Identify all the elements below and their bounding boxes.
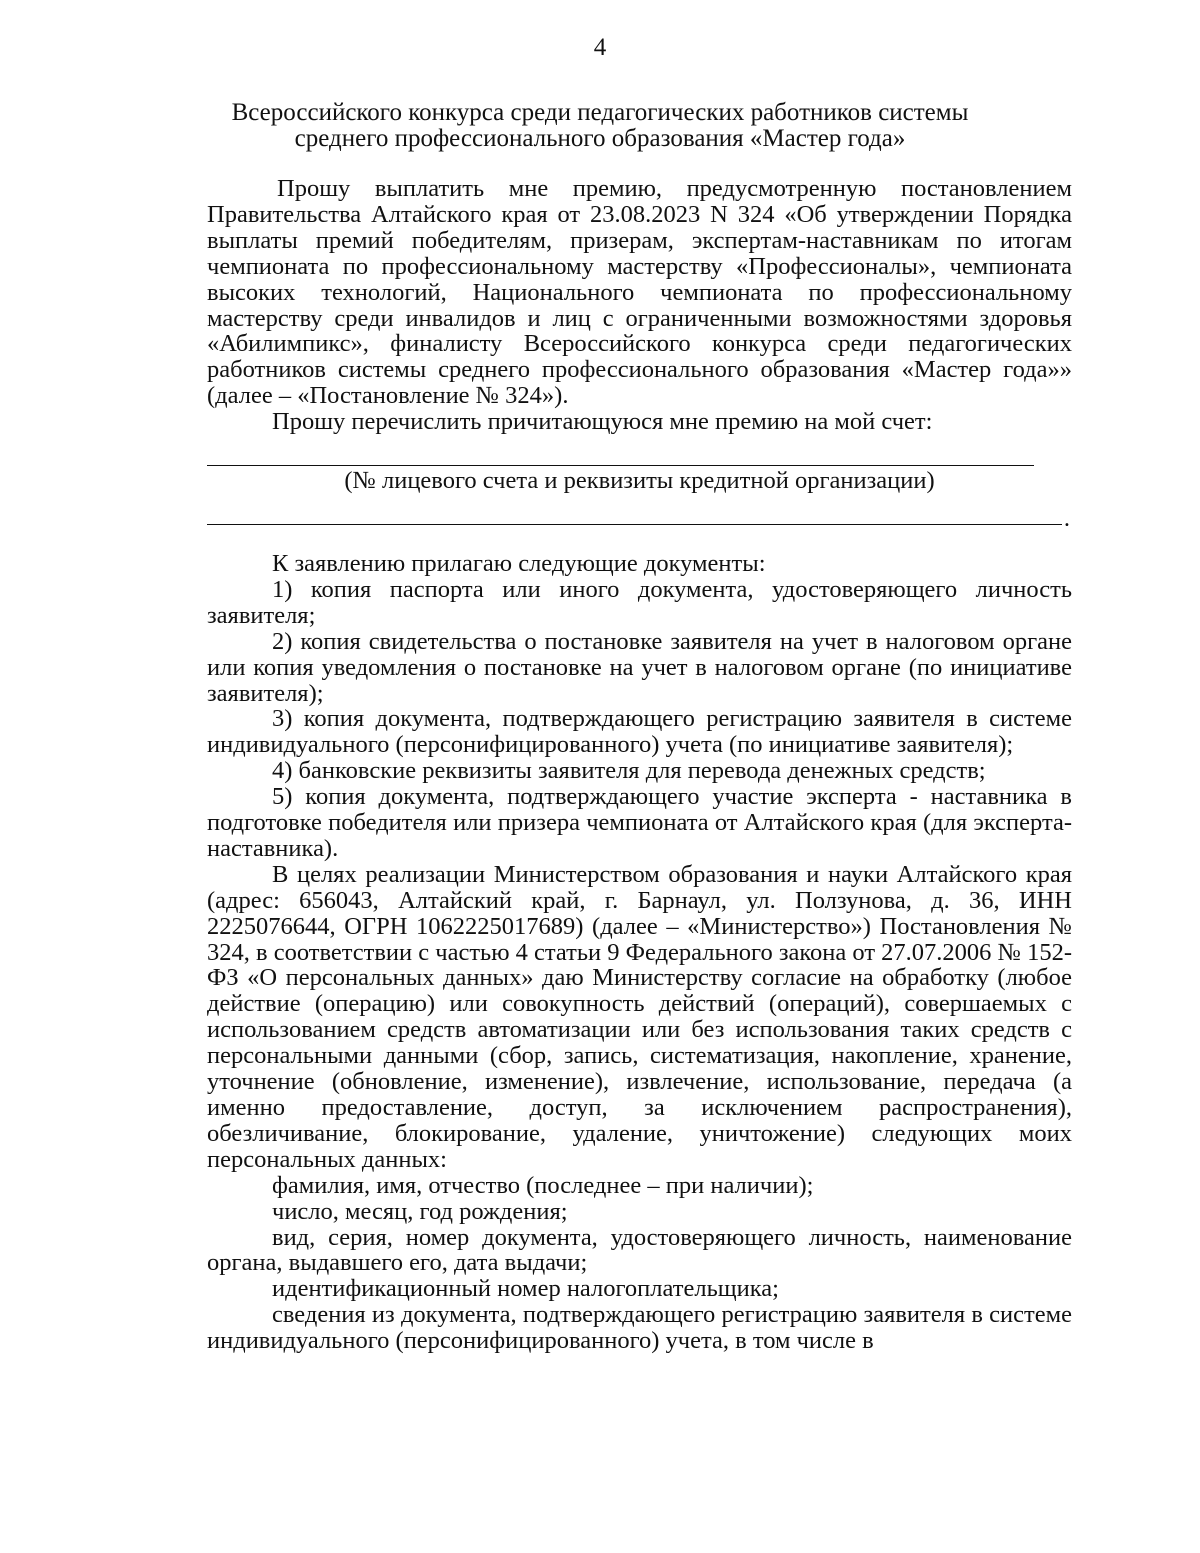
- account-fill-line: [207, 435, 1034, 466]
- personal-data-item: сведения из документа, подтверждающего регистрацию заявителя в системе индивидуального (персонифицированного) учета, в том числе в: [207, 1301, 1072, 1355]
- personal-data-item: число, месяц, год рождения;: [272, 1197, 568, 1225]
- consent-paragraph: В целях реализации Министерством образования и науки Алтайского края (адрес: 656043, Алтайский край, г. Барнаул, ул. Ползунова, д. 36, ИНН 2225076644, ОГРН 1062225017689) (далее – «Министерство») Постановления № 324, в соответствии с частью 4 статьи 9 Федерального закона от 27.07.2006 № 152-ФЗ «О персональных данных» даю Министерству согласие на обработку (любое действие (операцию) или совокупность действий (операций), совершаемых с использованием средств автоматизации или без использования таких средств с персональными данными (сбор, запись, систематизация, накопление, хранение, уточнение (обновление, изменение), извлечение, использование, передача (а именно предоставление, доступ, за исключением распространения), обезличивание, блокирование, удаление, уничтожение) следующих моих персональных данных:: [207, 860, 1072, 1173]
- personal-data-item: фамилия, имя, отчество (последнее – при наличии);: [272, 1171, 814, 1199]
- document-body: [207, 176, 1072, 1354]
- document-item: 5) копия документа, подтверждающего участие эксперта - наставника в подготовке победителя или призера чемпионата от Алтайского края (для эксперта-наставника).: [207, 783, 1072, 862]
- spacer: [207, 524, 1072, 551]
- title-line-1: Всероссийского конкурса среди педагогических работников системы: [231, 99, 969, 126]
- account-end-dot: .: [1063, 505, 1070, 533]
- account-fill-line-2-wrap: [207, 494, 1072, 533]
- account-fill-line-2: [207, 494, 1062, 525]
- account-caption: (№ лицевого счета и реквизиты кредитной организации): [344, 467, 935, 495]
- personal-data-item: идентификационный номер налогоплательщика;: [272, 1275, 779, 1303]
- title-line-2: среднего профессионального образования «Мастер года»: [294, 125, 906, 152]
- personal-data-item: вид, серия, номер документа, удостоверяющего личность, наименование органа, выдавшего его, дата выдачи;: [207, 1223, 1072, 1277]
- document-title: [0, 100, 1200, 152]
- page-number: 4: [593, 34, 607, 61]
- document-item: 3) копия документа, подтверждающего регистрацию заявителя в системе индивидуального (персонифицированного) учета (по инициативе заявителя);: [207, 705, 1072, 759]
- request-paragraph: Прошу выплатить мне премию, предусмотренную постановлением Правительства Алтайского края от 23.08.2023 N 324 «Об утверждении Порядка выплаты премий победителям, призерам, экспертам-наставникам по итогам чемпионата по профессиональному мастерству «Профессионалы», чемпионата высоких технологий, Национального чемпионата по профессиональному мастерству среди инвалидов и лиц с ограниченными возможностями здоровья «Абилимпикс», финалисту Всероссийского конкурса среди педагогических работников системы среднего профессионального образования «Мастер года»» (далее – «Постановление № 324»).: [207, 175, 1072, 410]
- document-item: 4) банковские реквизиты заявителя для перевода денежных средств;: [272, 757, 986, 785]
- documents-intro: К заявлению прилагаю следующие документы:: [272, 549, 766, 577]
- document-item: 2) копия свидетельства о постановке заявителя на учет в налоговом органе или копия уведомления о постановке на учет в налоговом органе (по инициативе заявителя);: [207, 627, 1072, 707]
- document-item: 1) копия паспорта или иного документа, удостоверяющего личность заявителя;: [207, 575, 1072, 629]
- transfer-paragraph: Прошу перечислить причитающуюся мне премию на мой счет:: [272, 408, 933, 436]
